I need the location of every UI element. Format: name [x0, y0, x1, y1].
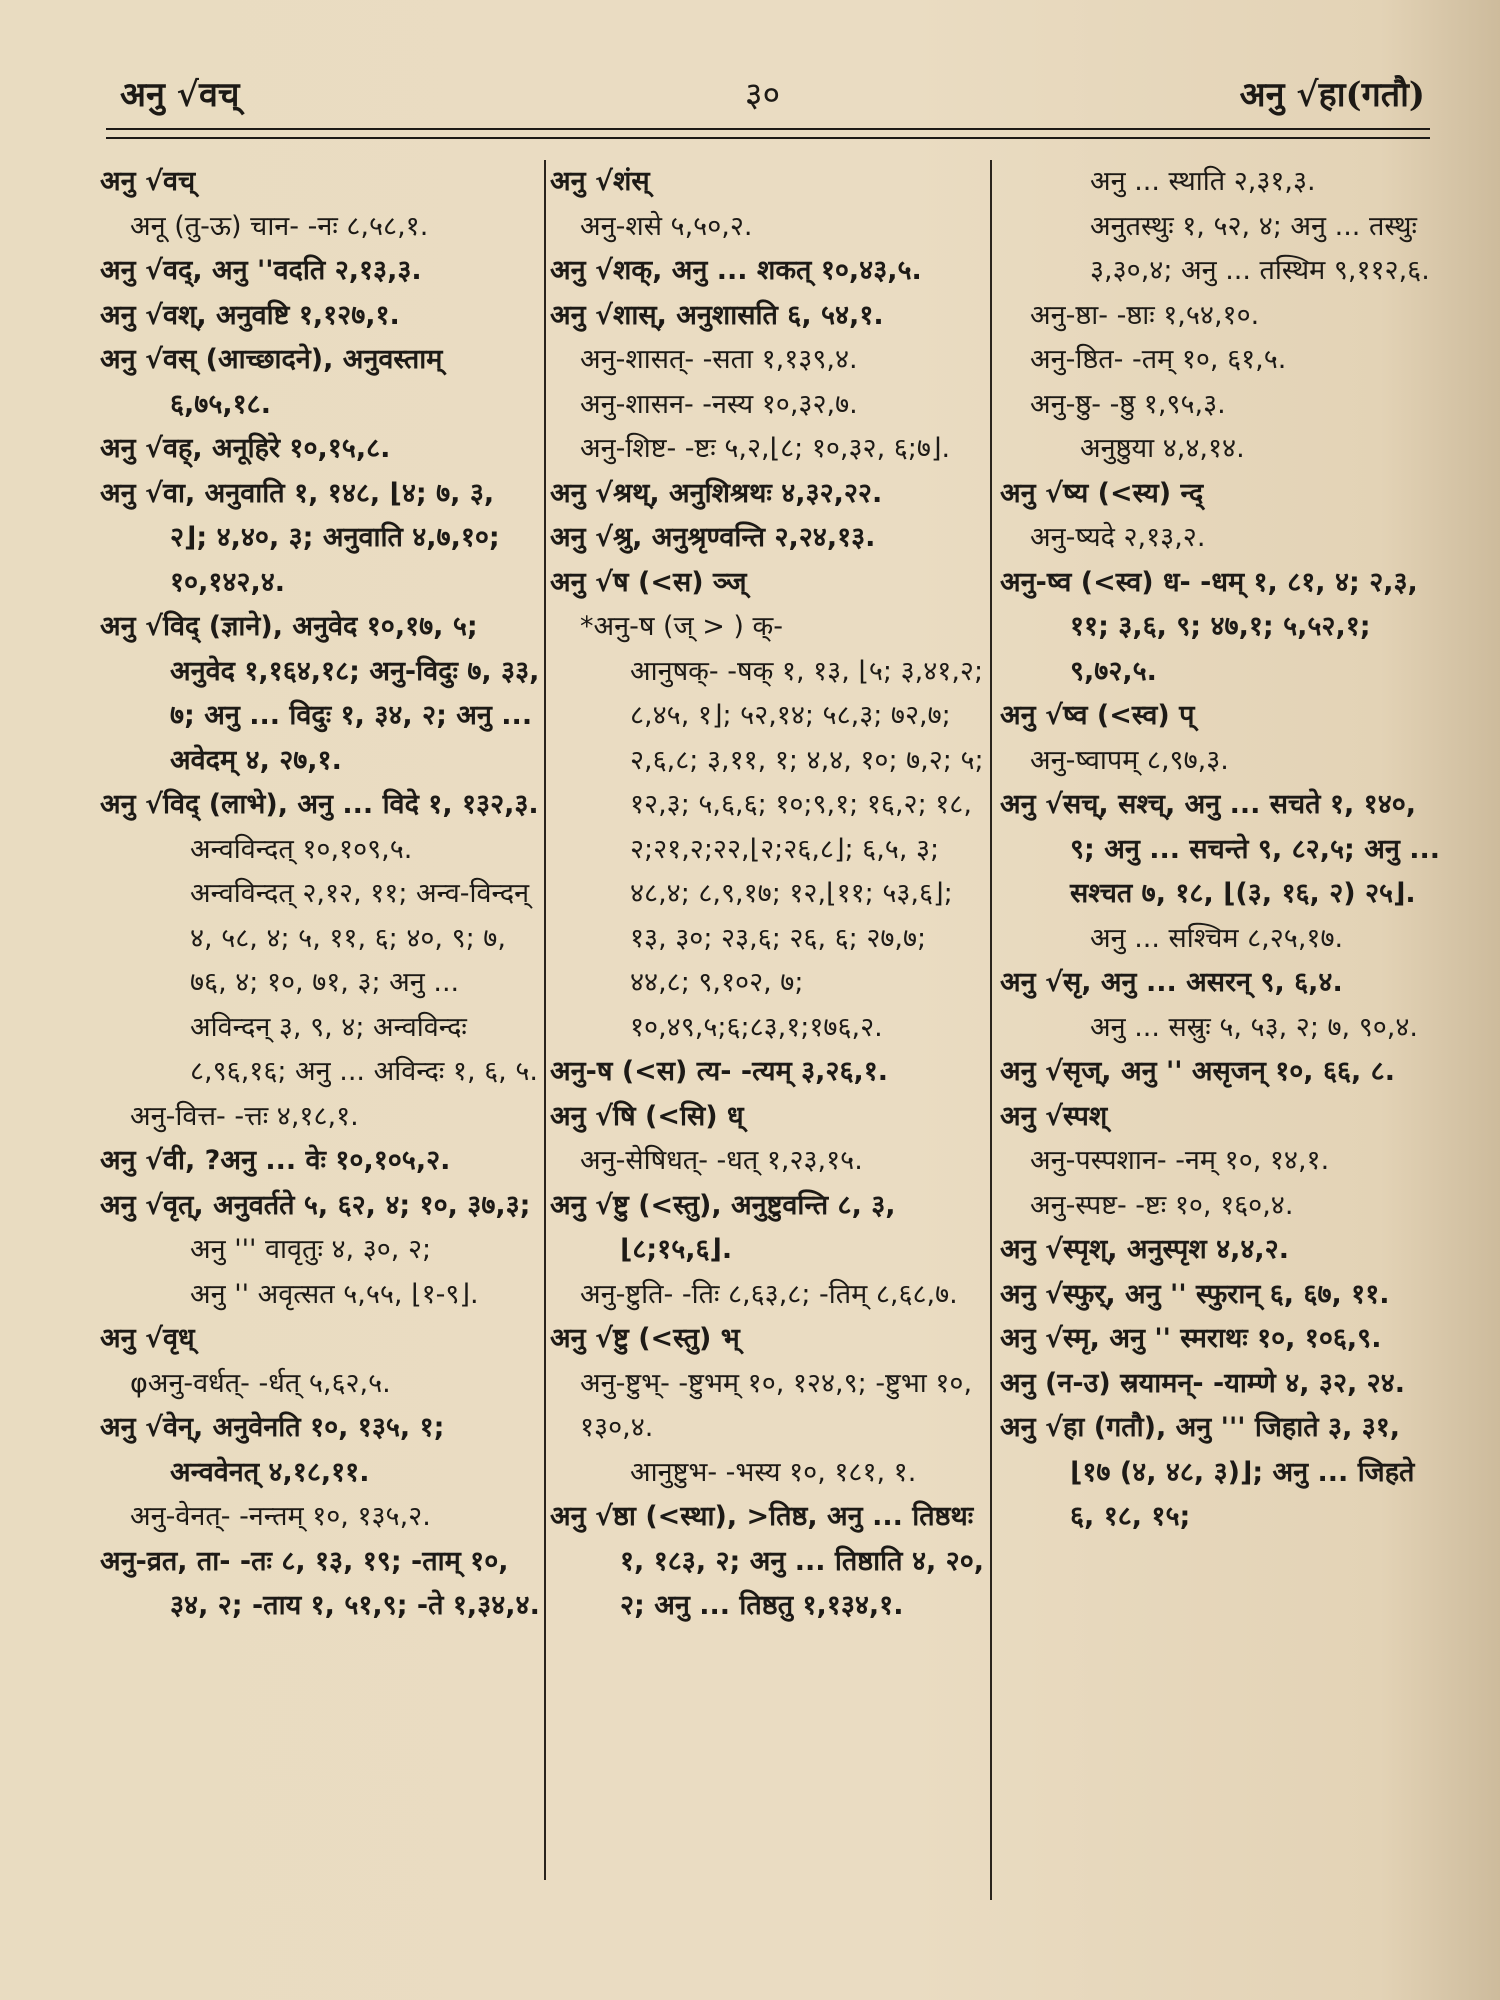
dictionary-entry: अनु √षि (<सि) ध् [550, 1100, 744, 1132]
dictionary-entry: अनुष्ठुया ४,४,१४. [1080, 433, 1245, 464]
dictionary-entry: अनु √ष्टु (<स्तु), अनुष्टुवन्ति ८, ३,⌊८;१५,६⌋. [550, 1189, 896, 1265]
dictionary-entry: अनु √सृज्, अनु '' असृजन् १०, ६६, ८. [1000, 1056, 1395, 1087]
dictionary-entry: अनु √श्रथ्, अनुशिश्रथः ४,३२,२२. [550, 477, 883, 509]
dictionary-entry: अनु √स्मृ, अनु '' स्मराथः १०, १०६,९. [1000, 1323, 1382, 1354]
dictionary-entry: अनु √वद्, अनु ''वदति २,१३,३. [100, 255, 422, 286]
dictionary-entry: *अनु-ष (ज् > ) क्- [580, 611, 783, 642]
dictionary-entry: φअनु-वर्धत्- -र्धत् ५,६२,५. [130, 1367, 391, 1399]
dictionary-entry: अनु-व्रत, ता- -तः ८, १३, १९; -ताम् १०, ३४, २; -ताय १, ५१,९; -ते १,३४,४. [100, 1545, 540, 1621]
page-number: ३० [744, 75, 781, 115]
dictionary-entry: अनु ... सस्रुः ५, ५३, २; ७, ९०,४. [1090, 1011, 1418, 1043]
dictionary-entry: अनु √शास्, अनुशासति ६, ५४,१. [550, 299, 884, 331]
column-divider [544, 160, 546, 1880]
dictionary-entry: अनु √ष (<स) ञ्ज् [550, 566, 747, 598]
dictionary-entry: अनु-ष्टुति- -तिः ८,६३,८; -तिम् ८,६८,७. [580, 1278, 958, 1310]
dictionary-entry: अनु-ष्व (<स्व) ध- -धम् १, ८१, ४; २,३, ११; ३,६, ९; ४७,१; ५,५२,१; ९,७२,५. [1000, 566, 1418, 687]
dictionary-entry: अनु '' अवृत्सत ५,५५, ⌊१-९⌋. [190, 1278, 479, 1310]
dictionary-entry: अनू (तु-ऊ) चान- -नः ८,५८,१. [130, 210, 429, 242]
dictionary-entry: अनु-ष्टुभ्- -ष्टुभम् १०, १२४,९; -ष्टुभा १०, १३०,४. [580, 1367, 973, 1443]
dictionary-entry: अनु-शासन- -नस्य १०,३२,७. [580, 388, 858, 420]
column-3 [1000, 160, 1440, 1980]
dictionary-entry: अनु-सेषिधत्- -धत् १,२३,१५. [580, 1145, 863, 1176]
dictionary-entry: अनु √ष्य (<स्य) न्द् [1000, 477, 1204, 509]
dictionary-entry: अनु-ष (<स) त्य- -त्यम् ३,२६,१. [550, 1056, 889, 1087]
dictionary-entry: अनु √ष्टु (<स्तु) भ् [550, 1323, 740, 1354]
page-header [100, 62, 1425, 122]
dictionary-entry: अनु-वेनत्- -नन्तम् १०, १३५,२. [130, 1501, 431, 1532]
dictionary-entry: अनु √ष्ठा (<स्था), >तिष्ठ, अनु ... तिष्ठथः १, १८३, २; अनु ... तिष्ठाति ४, २०, २; अनु ... तिष्ठतु १,१३४,१. [550, 1501, 984, 1621]
dictionary-entry: अनु √वस् (आच्छादने), अनुवस्ताम् ६,७५,१८. [100, 344, 443, 420]
dictionary-entry: अनु ... स्थाति २,३१,३. [1090, 166, 1316, 197]
dictionary-entry: अन्वविन्दत् १०,१०९,५. [190, 833, 413, 865]
dictionary-entry: अनुतस्थुः १, ५२, ४; अनु ... तस्थुः ३,३०,४; अनु ... तस्थिम ९,११२,६. [1090, 210, 1430, 286]
dictionary-entry: अनु √वश्, अनुवष्टि १,१२७,१. [100, 299, 400, 331]
dictionary-entry: अनु √वृध् [100, 1323, 195, 1354]
dictionary-entry: अनु-शिष्ट- -ष्टः ५,२,⌊८; १०,३२, ६;७⌋. [580, 433, 951, 464]
dictionary-entry: अनु √स्फुर्, अनु '' स्फुरान् ६, ६७, ११. [1000, 1278, 1390, 1310]
column-2 [550, 160, 990, 1980]
dictionary-entry: अनु-ष्ठित- -तम् १०, ६१,५. [1030, 344, 1287, 375]
dictionary-entry: अनु ''' वावृतुः ४, ३०, २; [190, 1234, 432, 1265]
dictionary-entry: अनु √विद् (ज्ञाने), अनुवेद १०,१७, ५; अनुवेद १,१६४,१८; अनु-विदुः ७, ३३, ७; अनु ... विदुः १, ३४, २; अनु ... अवेदम् ४, २७,१. [100, 611, 540, 776]
dictionary-entry: अनु-ष्ठा- -ष्ठाः १,५४,१०. [1030, 299, 1260, 331]
dictionary-entry: आनुष्टुभ- -भस्य १०, १८१, १. [630, 1456, 917, 1488]
header-rule [106, 128, 1430, 139]
dictionary-entry: अनु √वृत्, अनुवर्तते ५, ६२, ४; १०, ३७,३; [100, 1189, 531, 1221]
dictionary-entry: अनु √वी, ?अनु ... वेः १०,१०५,२. [100, 1145, 451, 1176]
dictionary-entry: अनु √शंस् [550, 166, 650, 197]
dictionary-entry: अनु-पस्पशान- -नम् १०, १४,१. [1030, 1145, 1330, 1176]
dictionary-entry: अनु √ष्व (<स्व) प् [1000, 700, 1195, 731]
dictionary-entry: अनु √स्पृश्, अनुस्पृश ४,४,२. [1000, 1234, 1289, 1265]
dictionary-entry: अनु √हा (गतौ), अनु ''' जिहाते ३, ३१, ⌊१७ (४, ४८, ३)⌋; अनु ... जिहते ६, १८, १५; [1000, 1412, 1415, 1532]
dictionary-entry: अनु-शसे ५,५०,२. [580, 210, 753, 242]
column-1 [100, 160, 540, 1980]
column-divider [990, 160, 992, 1900]
header-left-guideword: अनु √वच् [120, 75, 240, 115]
dictionary-entry: अनु √वच् [100, 166, 196, 197]
dictionary-entry: अनु √स्पश् [1000, 1100, 1108, 1132]
dictionary-entry: अनु ... सश्चिम ८,२५,१७. [1090, 922, 1344, 954]
dictionary-entry: अनु √वह्, अनूहिरे १०,१५,८. [100, 433, 391, 464]
dictionary-entry: अनु-स्पष्ट- -ष्टः १०, १६०,४. [1030, 1189, 1294, 1221]
dictionary-entry: अनु √श्रु, अनुश्रृण्वन्ति २,२४,१३. [550, 522, 876, 553]
dictionary-entry: आनुषक्- -षक् १, १३, ⌊५; ३,४१,२; ८,४५, १⌋; ५२,१४; ५८,३; ७२,७; २,६,८; ३,११, १; ४,४, १०; ७,२; ५; १२,३; ५,६,६; १०;९,१; १६,२; १८, २;२१,२;२२,⌊२;२६,८⌋; ६,५, ३; ४८,४; ८,९,१७; १२,⌊११; ५३,६⌋; १३, ३०; २३,६; २६, ६; २७,७; ४४,८; ९,१०२, ७; १०,४९,५;६;८३,१;१७६,२. [630, 655, 984, 1043]
dictionary-entry: अनु (न-उ) स्रयामन्- -याम्णे ४, ३२, २४. [1000, 1367, 1405, 1399]
dictionary-entry: अनु √सृ, अनु ... असरन् ९, ६,४. [1000, 967, 1343, 998]
dictionary-entry: अनु-वित्त- -त्तः ४,१८,१. [130, 1100, 359, 1132]
dictionary-entry: अनु √विद् (लाभे), अनु ... विदे १, १३२,३. [100, 789, 539, 820]
header-right-guideword: अनु √हा(गतौ) [1239, 75, 1425, 115]
dictionary-entry: अनु √वेन्, अनुवेनति १०, १३५, १; अन्ववेनत् ४,१८,११. [100, 1412, 445, 1488]
dictionary-entry: अनु √सच्, सश्च्, अनु ... सचते १, १४०, ९; अनु ... सचन्ते ९, ८२,५; अनु ... सश्चत ७, १८, ⌊(३, १६, २) २५⌋. [1000, 789, 1440, 909]
dictionary-entry: अनु-ष्यदे २,१३,२. [1030, 522, 1206, 553]
dictionary-entry: अनु √वा, अनुवाति १, १४८, ⌊४; ७, ३, २⌋; ४,४०, ३; अनुवाति ४,७,१०; १०,१४२,४. [100, 477, 500, 598]
dictionary-entry: अनु √शक्, अनु ... शकत् १०,४३,५. [550, 255, 922, 286]
dictionary-entry: अनु-ष्ठु- -ष्ठु १,९५,३. [1030, 388, 1226, 420]
dictionary-entry: अनु-शासत्- -सता १,१३९,४. [580, 344, 858, 375]
dictionary-entry: अन्वविन्दत् २,१२, ११; अन्व-विन्दन् ४, ५८, ४; ५, ११, ६; ४०, ९; ७, ७६, ४; १०, ७१, ३; अनु ... अविन्दन् ३, ९, ४; अन्वविन्दः ८,९६,१६; अनु ... अविन्दः १, ६, ५. [190, 878, 538, 1087]
dictionary-entry: अनु-ष्वापम् ८,९७,३. [1030, 744, 1229, 776]
